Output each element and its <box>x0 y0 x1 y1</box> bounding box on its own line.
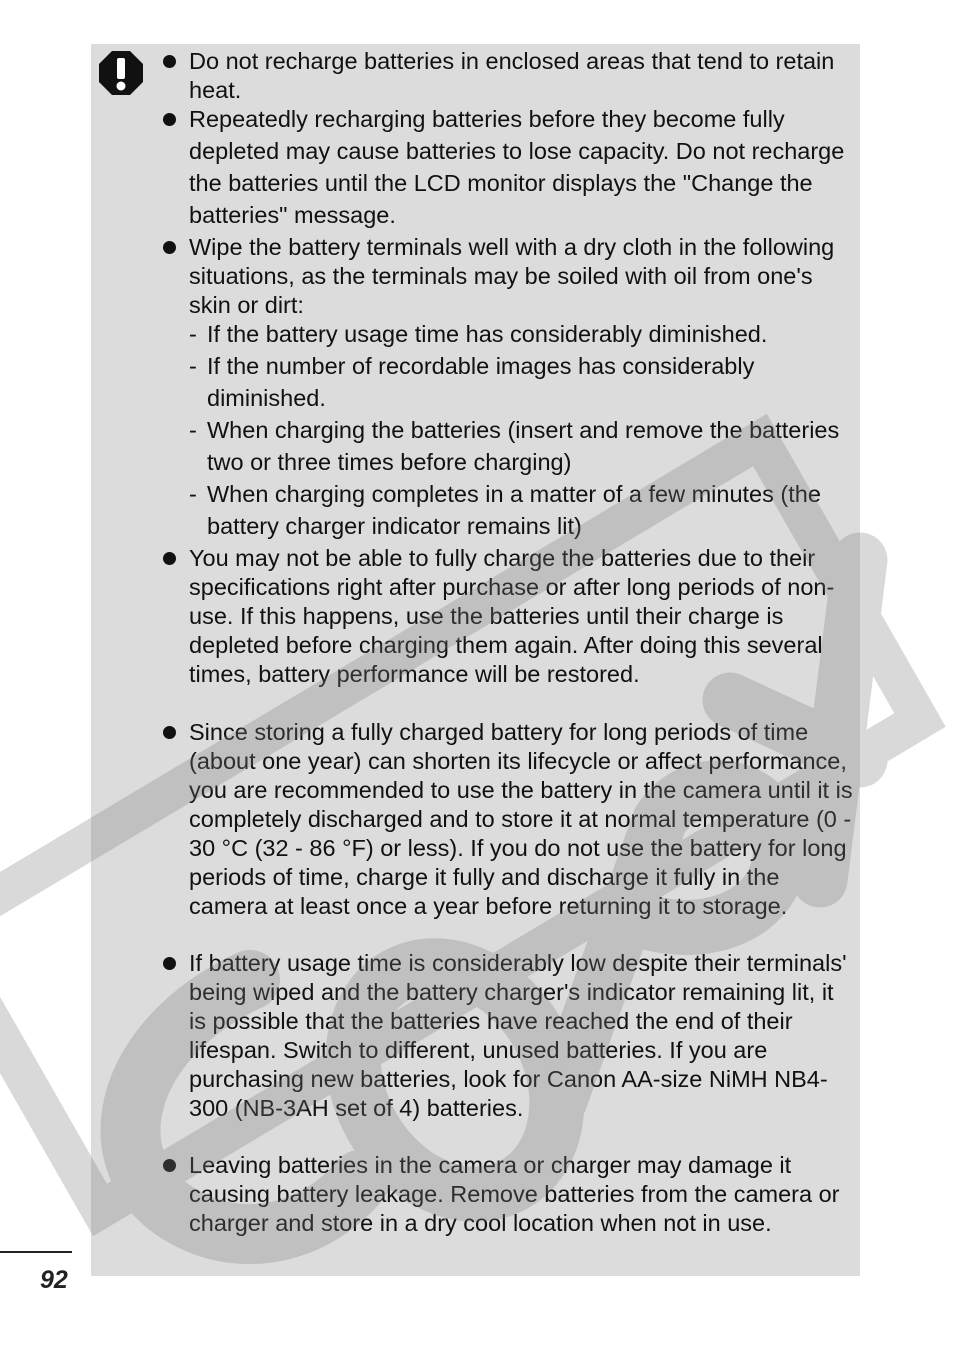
bullet-dot <box>163 726 176 739</box>
page-rule <box>0 1251 72 1253</box>
dash-marker: - <box>189 417 197 443</box>
sub-item-4 <box>189 478 849 542</box>
sub-item-2 <box>189 350 849 414</box>
page-number: 92 <box>40 1266 68 1294</box>
bullet-text: If battery usage time is considerably low despite their terminals' being wiped and the battery charger's indicator remaining lit, it is possible that the batteries have reached the end of their lifespan. Switch to different, unused batteries. If you are purchasing new batteries, look for Canon AA-size NiMH NB4-300 (NB-3AH set of 4) batteries. <box>189 950 847 1121</box>
dash-marker: - <box>189 481 197 507</box>
bullet-text: Wipe the battery terminals well with a dry cloth in the following situations, as the terminals may be soiled with oil from one's skin or dirt: <box>189 234 835 318</box>
sub-item-3 <box>189 414 849 478</box>
bullet-dot <box>163 55 176 68</box>
dash-marker: - <box>189 353 197 379</box>
caution-bullet-2 <box>163 103 853 231</box>
caution-bullet-7 <box>163 1151 853 1238</box>
sub-item-text: When charging the batteries (insert and remove the batteries two or three times before charging) <box>207 417 840 475</box>
bullet-text: Since storing a fully charged battery for long periods of time (about one year) can shorten its lifecycle or affect performance, you are recommended to use the battery in the camera until it is completely discharged and to store it at normal temperature (0 - 30 °C (32 - 86 °F) or less). If you do not use the battery for long periods of time, charge it fully and discharge it fully in the camera at least once a year before returning it to storage. <box>189 719 853 919</box>
caution-bullet-1 <box>163 47 853 105</box>
bullet-dot <box>163 113 176 126</box>
sub-item-text: When charging completes in a matter of a few minutes (the battery charger indicator remains lit) <box>207 481 821 539</box>
dash-marker: - <box>189 321 197 347</box>
bullet-dot <box>163 552 176 565</box>
bullet-text: Leaving batteries in the camera or charger may damage it causing battery leakage. Remove batteries from the camera or charger and store in a dry cool location when not in use. <box>189 1152 840 1236</box>
bullet-text: You may not be able to fully charge the batteries due to their specifications right after purchase or after long periods of non-use. If this happens, use the batteries until their charge is depleted before charging them again. After doing this several times, battery performance will be restored. <box>189 545 835 687</box>
caution-bullet-5 <box>163 718 853 921</box>
bullet-text: Do not recharge batteries in enclosed areas that tend to retain heat. <box>189 48 835 103</box>
sub-item-text: If the number of recordable images has considerably diminished. <box>207 353 755 411</box>
sub-item-1 <box>189 318 849 350</box>
caution-bullet-4 <box>163 544 853 689</box>
bullet-text: Repeatedly recharging batteries before they become fully depleted may cause batteries to lose capacity. Do not recharge the batteries until the LCD monitor displays the "Change the batteries" message. <box>189 106 845 228</box>
bullet-dot <box>163 957 176 970</box>
sub-item-text: If the battery usage time has considerably diminished. <box>207 321 768 347</box>
bullet-dot <box>163 241 176 254</box>
bullet-dot <box>163 1159 176 1172</box>
caution-exclamation-icon <box>98 50 144 96</box>
caution-bullet-3 <box>163 233 853 320</box>
caution-bullet-6 <box>163 949 853 1123</box>
